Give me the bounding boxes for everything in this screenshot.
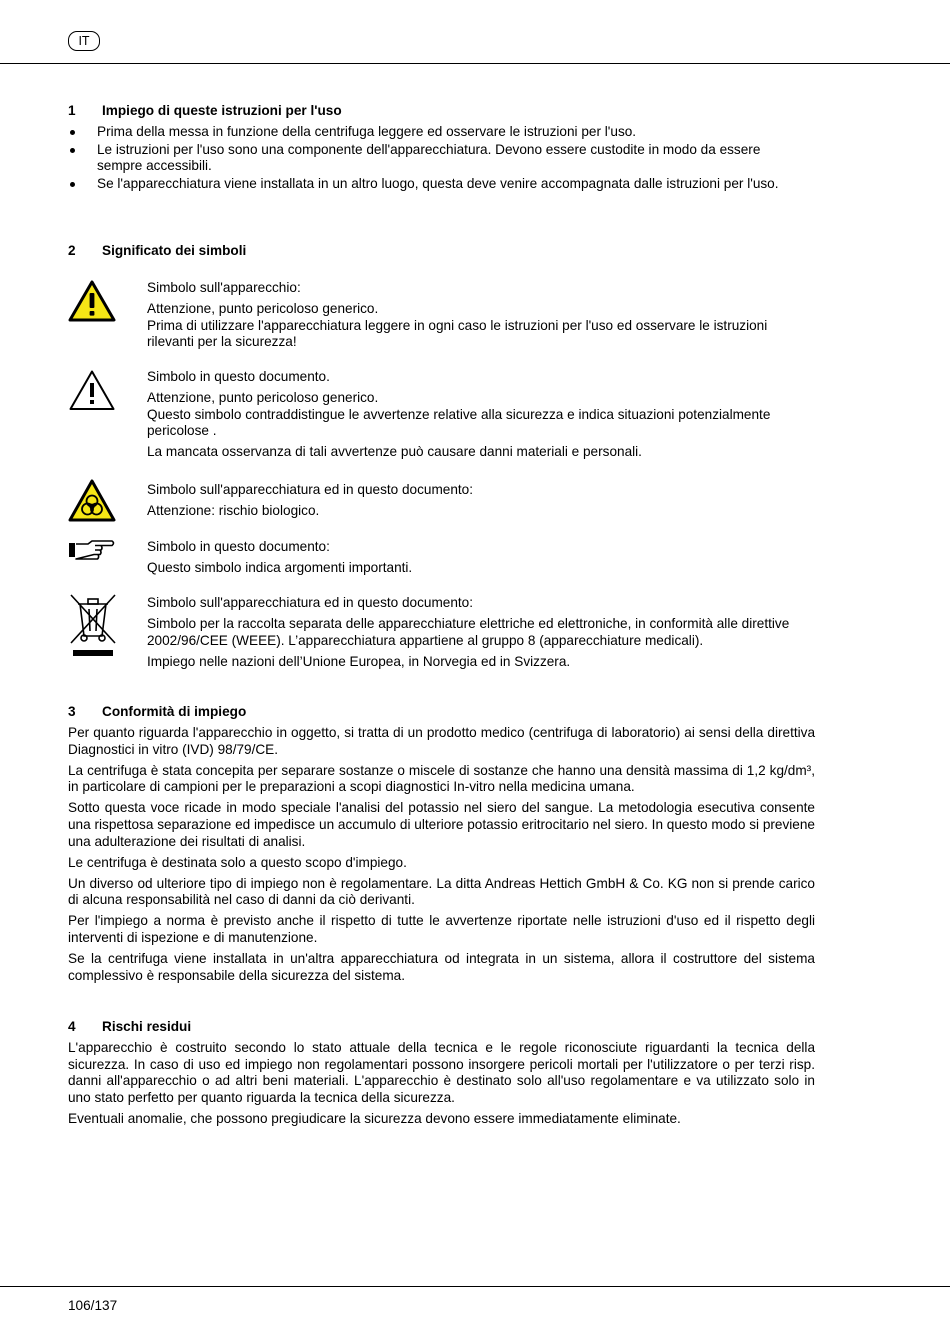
paragraph: La centrifuga è stata concepita per separare sostanze o miscele di sostanze che hanno una densità massima di 1,2 kg/dm³, in particolare di campioni per le preparazioni a scopi diagnostici In-vitro nella medicina umana. [68, 762, 815, 795]
paragraph: Un diverso od ulteriore tipo di impiego non è regolamentare. La ditta Andreas Hettich GmbH & Co. KG non si prende carico di alcuna responsabilità nel caso di danni da ciò derivanti. [68, 875, 815, 908]
page-number: 106/137 [68, 1298, 118, 1313]
bullet-icon [70, 130, 75, 135]
section-4-heading [68, 1019, 191, 1036]
section-4-number: 4 [68, 1019, 76, 1034]
symbol-description: Attenzione: rischio biologico. [147, 503, 320, 519]
section-3-body [68, 725, 815, 989]
paragraph: Per quanto riguarda l'apparecchio in oggetto, si tratta di un prodotto medico (centrifuga di laboratorio) ai sensi della direttiva Diagnostici in vitro (IVD) 98/79/CE. [68, 725, 815, 757]
paragraph: L'apparecchio è costruito secondo lo stato attuale della tecnica e le regole riconosciute riguardanti la tecnica della sicurezza. In caso di uso ed impiego non regolamentari possono insorgere pericoli mortali per l'utilizzatore o per terzi risp. danni all'apparecchio o ad altri beni materiali. L'apparecchio è destinato solo all'uso regolamentare e va utilizzato solo in uno stato perfetto per quanto riguarda la tecnica della sicurezza. [68, 1040, 815, 1105]
symbol-description: Simbolo per la raccolta separata delle apparecchiature elettriche ed elettroniche, in conformità alle direttive 2002/96/CEE (WEEE). L’apparecchiatura appartiene al gruppo 8 (apparecchiature medicali). [147, 616, 790, 648]
list-item [68, 176, 808, 193]
bullet-text: Se l'apparecchiatura viene installata in un altro luogo, questa deve venire accompagnata dalle istruzioni per l'uso. [97, 175, 779, 191]
section-3-number: 3 [68, 704, 76, 719]
list-item [68, 142, 808, 175]
paragraph: Le centrifuga è destinata solo a questo scopo d'impiego. [68, 854, 407, 870]
bullet-text: Prima della messa in funzione della centrifuga leggere ed osservare le istruzioni per l'uso. [97, 124, 637, 139]
section-1-heading [68, 103, 342, 120]
symbol-caption: Simbolo in questo documento: [147, 539, 330, 554]
language-badge: IT [68, 31, 100, 51]
paragraph: Se la centrifuga viene installata in un'altra apparecchiatura od integrata in un sistema, allora il costruttore del sistema complessivo è responsabile della sicurezza del sistema. [68, 951, 815, 983]
warning-outline-icon [68, 369, 116, 411]
symbol-caption: Simbolo sull'apparecchio: [147, 280, 301, 295]
section-3-title: Conformità di impiego [102, 704, 247, 719]
symbol-description: Attenzione, punto pericoloso generico. Questo simbolo contraddistingue le avvertenze relative alla sicurezza e indica situazioni potenzialmente pericolose . [147, 390, 771, 439]
symbol-caption: Simbolo sull'apparecchiatura ed in questo documento: [147, 595, 474, 610]
symbol-description: Questo simbolo indica argomenti importanti. [147, 560, 413, 576]
header-rule [0, 63, 950, 64]
section-1-bullet-list [68, 124, 808, 193]
pointing-hand-icon [68, 539, 116, 561]
biohazard-icon [68, 479, 116, 523]
symbol-description: Attenzione, punto pericoloso generico. Prima di utilizzare l'apparecchiatura leggere in ogni caso le istruzioni per l'uso ed osservare le istruzioni rilevanti per la sicurezza! [147, 301, 768, 350]
section-2-number: 2 [68, 243, 76, 258]
section-3-heading [68, 704, 246, 721]
paragraph: Eventuali anomalie, che possono pregiudicare la sicurezza devono essere immediatamente eliminate. [68, 1110, 681, 1126]
section-2-title: Significato dei simboli [102, 243, 247, 258]
weee-bin-icon [68, 593, 118, 661]
symbol-note: La mancata osservanza di tali avvertenze può causare danni materiali e personali. [147, 444, 642, 460]
symbol-caption: Simbolo sull'apparecchiatura ed in questo documento: [147, 482, 474, 497]
section-4-body [68, 1040, 815, 1132]
warning-yellow-icon [68, 280, 116, 322]
section-2-heading [68, 243, 246, 260]
bullet-text: Le istruzioni per l'uso sono una componente dell'apparecchiatura. Devono essere custodite in modo da essere sempre accessibili. [97, 141, 761, 174]
symbol-note: Impiego nelle nazioni dell’Unione Europea, in Norvegia ed in Svizzera. [147, 653, 571, 669]
symbol-caption: Simbolo in questo documento. [147, 369, 330, 384]
paragraph: Per l'impiego a norma è previsto anche il rispetto di tutte le avvertenze riportate nelle istruzioni d'uso ed il rispetto degli interventi di ispezione e di manutenzione. [68, 913, 815, 946]
section-1-title: Impiego di queste istruzioni per l'uso [102, 103, 342, 118]
section-4-title: Rischi residui [102, 1019, 192, 1034]
bullet-icon [70, 182, 75, 187]
bullet-icon [70, 148, 75, 153]
footer-rule [0, 1286, 950, 1287]
section-1-number: 1 [68, 103, 76, 118]
paragraph: Sotto questa voce ricade in modo speciale l'analisi del potassio nel siero del sangue. La metodologia esecutiva consente una rispettosa separazione ed impedisce un accumulo di ulteriore potassio eritrocitario nel siero. In questo modo si previene una adulterazione dei risultati di analisi. [68, 800, 815, 849]
list-item [68, 124, 808, 141]
